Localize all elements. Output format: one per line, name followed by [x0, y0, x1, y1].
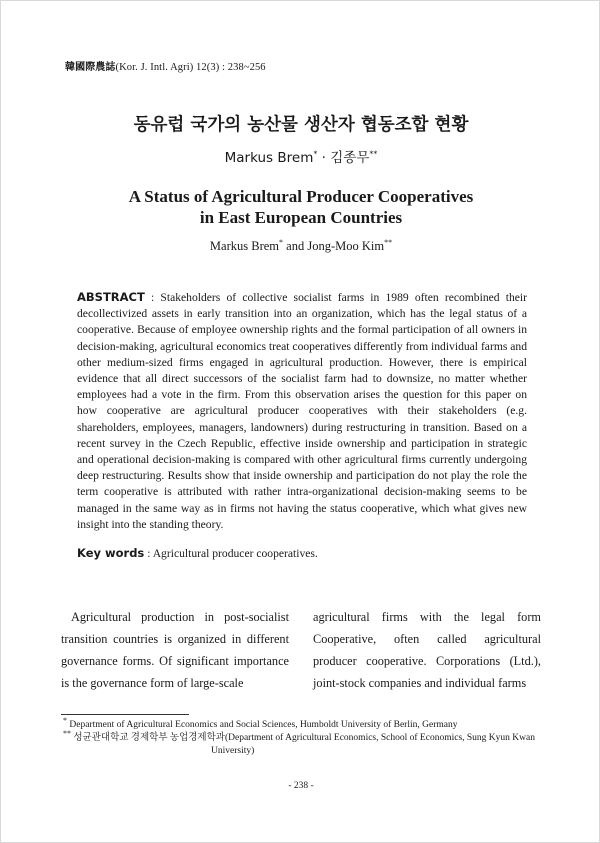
author-1-mark: * — [313, 149, 318, 159]
author-2-mark: ** — [369, 149, 378, 159]
journal-citation — [65, 58, 266, 73]
footnote-rule — [61, 714, 189, 715]
journal-title: 韓國際農誌 — [65, 62, 116, 73]
author-separator: · — [317, 150, 331, 166]
author-2-name: 김종무 — [330, 150, 370, 166]
english-title-line-2: in East European Countries — [199, 208, 403, 227]
abstract-separator: : — [144, 291, 161, 304]
body-column-left: Agricultural production in post-socialist transition countries is organized in different governance forms. Of significant importance is the governance form of large-scale — [61, 610, 289, 690]
body-column-right: agricultural firms with the legal form Cooperative, often called agricultural producer cooperative. Corporations (Ltd.), joint-stock companies and individual farms — [313, 610, 541, 690]
korean-title: 동유럽 국가의 농산물 생산자 협동조합 현황 — [133, 115, 469, 135]
journal-citation-text: (Kor. J. Intl. Agri) 12(3) : 238~256 — [115, 62, 266, 73]
keywords — [77, 546, 527, 560]
korean-authors — [1, 146, 600, 166]
footnote-2-text: (Department of Agricultural Economics, School of Economics, Sung Kyun Kwan — [224, 733, 535, 743]
page-number: - 238 - — [288, 781, 314, 791]
footnote-1 — [63, 715, 553, 732]
abstract-label: ABSTRACT — [77, 290, 145, 304]
en-author-2-name: Jong-Moo Kim — [307, 239, 385, 253]
english-title-line-1: A Status of Agricultural Producer Cooperatives — [128, 187, 474, 206]
abstract — [77, 289, 527, 533]
footnote-2 — [63, 728, 553, 758]
en-author-1-mark: * — [279, 237, 284, 247]
author-1-name: Markus Brem — [224, 150, 314, 166]
footnote-2-text-cont: University) — [211, 746, 255, 756]
footnote-2-mark: ** — [63, 728, 71, 738]
en-author-2-mark: ** — [384, 237, 393, 247]
keywords-label: Key words — [77, 546, 145, 560]
english-title — [1, 186, 600, 228]
english-authors — [1, 239, 600, 254]
footnote-1-text: Department of Agricultural Economics and Social Sciences, Humboldt University of Berlin, Germany — [67, 720, 458, 730]
en-author-1-name: Markus Brem — [209, 239, 280, 253]
footnote-1-mark: * — [63, 715, 67, 725]
keywords-text: Agricultural producer cooperatives. — [152, 547, 318, 560]
keywords-separator: : — [144, 547, 153, 560]
footnote-2-korean: 성균관대학교 경제학부 농업경제학과 — [71, 733, 225, 743]
en-author-conj: and — [283, 239, 308, 253]
abstract-text: Stakeholders of collective socialist farms in 1989 often recombined their decollectivized assets in early transition into an organization, which has the legal status of a cooperative. Because of employee ownership rights and the formal participation of all owners in decision-making, agricultural economics treat cooperatives differently from individual farms and other medium-sized firms engaged in agricultural production. However, there is empirical evidence that all direct successors of the socialist farm had to downsize, no matter whether employees had a vote in the firm. From this observation arises the question for this paper on how cooperative are agricultural producer cooperatives with their stakeholders (e.g. shareholders, employees, managers, landowners) during restructuring in transition. Based on a recent survey in the Czech Republic, effective inside ownership and participation in strategic and operational decision-making is compared with other agricultural firms currently undergoing deep restructuring. Results show that inside ownership and participation do not play the role the term cooperative is attributed with rather intra-organizational decision-making seems to be managed in the same way as in firms not having the status cooperative, which what gives new insight into the standing theory. — [77, 291, 527, 531]
